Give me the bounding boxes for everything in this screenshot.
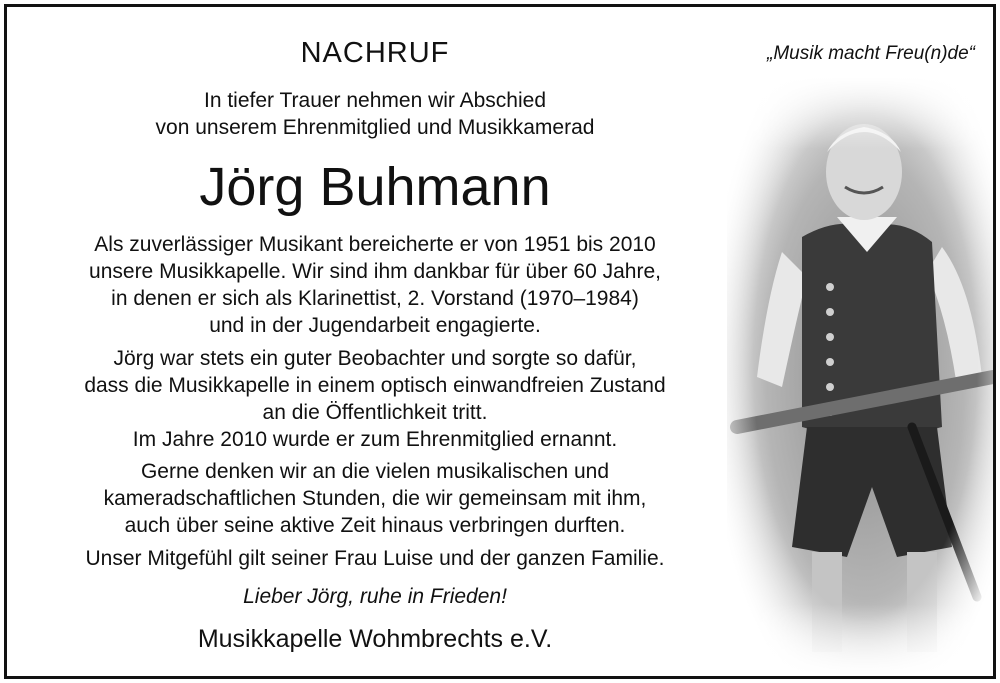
paragraph-line: an die Öffentlichkeit tritt. [262, 401, 488, 424]
intro-line: In tiefer Trauer nehmen wir Abschied [203, 89, 546, 112]
deceased-name: Jörg Buhmann [199, 157, 551, 217]
obituary-frame [4, 4, 996, 679]
paragraph-line: dass die Musikkapelle in einem optisch einwandfreien Zustand [84, 374, 666, 397]
paragraph-line: in denen er sich als Klarinettist, 2. Vorstand (1970–1984) [111, 287, 639, 310]
portrait-photo [727, 77, 993, 676]
farewell-text: Lieber Jörg, ruhe in Frieden! [243, 585, 507, 608]
paragraph-character [7, 345, 743, 453]
paragraph-line: unsere Musikkapelle. Wir sind ihm dankbar für über 60 Jahre, [89, 260, 661, 283]
organization-signature: Musikkapelle Wohmbrechts e.V. [197, 625, 553, 653]
paragraph-line: kameradschaftlichen Stunden, die wir gemeinsam mit ihm, [103, 487, 647, 510]
intro-text [7, 87, 743, 141]
text-column [7, 7, 743, 676]
paragraph-line: Im Jahre 2010 wurde er zum Ehrenmitglied ernannt. [132, 428, 618, 451]
paragraph-memories [7, 458, 743, 539]
paragraph-condolence: Unser Mitgefühl gilt seiner Frau Luise und der ganzen Familie. [85, 547, 665, 570]
paragraph-career [7, 231, 743, 339]
paragraph-line: und in der Jugendarbeit engagierte. [209, 314, 541, 337]
paragraph-line: Gerne denken wir an die vielen musikalischen und [140, 460, 610, 483]
paragraph-line: Als zuverlässiger Musikant bereicherte er von 1951 bis 2010 [94, 233, 656, 256]
paragraph-line: Jörg war stets ein guter Beobachter und sorgte so dafür, [113, 347, 637, 370]
paragraph-line: auch über seine aktive Zeit hinaus verbringen durften. [124, 514, 626, 537]
obituary-heading: NACHRUF [300, 37, 450, 69]
motto-quote: „Musik macht Freu(n)de“ [767, 43, 975, 64]
intro-line: von unserem Ehrenmitglied und Musikkamerad [155, 116, 595, 139]
